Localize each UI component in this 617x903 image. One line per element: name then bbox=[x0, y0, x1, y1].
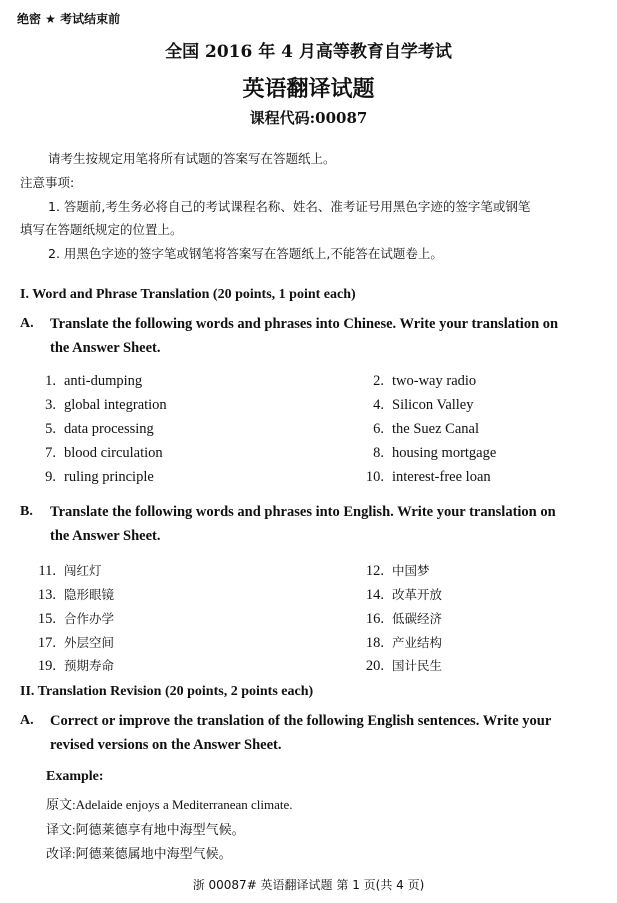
list-item: 8. housing mortgage bbox=[373, 445, 497, 461]
list-item: 13. 隐形眼镜 bbox=[37, 587, 115, 603]
list-item: 20. 国计民生 bbox=[365, 658, 443, 674]
list-item: 16. 低碳经济 bbox=[365, 611, 443, 627]
part-2a-marker: A. bbox=[20, 713, 34, 728]
list-item: 17. 外层空间 bbox=[37, 635, 115, 651]
part-2a-instruction: Correct or improve the translation of the following English sentences. Write your revised versions on the Answer Sheet. bbox=[50, 713, 552, 753]
example-translation: 译文:阿德莱德享有地中海型气候。 bbox=[46, 822, 245, 837]
list-item: 2. two-way radio bbox=[373, 373, 477, 389]
example-original: 原文:Adelaide enjoys a Mediterranean climate. bbox=[46, 797, 293, 812]
list-item: 3. global integration bbox=[45, 397, 167, 413]
list-item: 7. blood circulation bbox=[45, 445, 163, 461]
part-b-instruction: Translate the following words and phrases into English. Write your translation on the Answer Sheet. bbox=[50, 504, 556, 544]
list-item: 9. ruling principle bbox=[45, 469, 154, 485]
subject-title: 英语翻译试题 bbox=[242, 77, 375, 102]
list-item: 12. 中国梦 bbox=[365, 563, 430, 579]
section-1-title: I. Word and Phrase Translation (20 points, 1 point each) bbox=[20, 287, 356, 302]
notes-intro: 请考生按规定用笔将所有试题的答案写在答题纸上。 bbox=[48, 151, 336, 166]
part-a-instruction: Translate the following words and phrases into Chinese. Write your translation on the Answer Sheet. bbox=[50, 316, 559, 356]
page-footer: 浙 00087# 英语翻译试题 第 1 页(共 4 页) bbox=[192, 878, 425, 892]
part-a-marker: A. bbox=[20, 316, 34, 331]
list-item: 6. the Suez Canal bbox=[373, 421, 479, 437]
list-item: 4. Silicon Valley bbox=[373, 397, 474, 413]
list-item: 5. data processing bbox=[45, 421, 154, 437]
example-revision: 改译:阿德莱德属地中海型气候。 bbox=[46, 846, 232, 861]
example-label: Example: bbox=[46, 769, 104, 784]
list-item: 11. 闯红灯 bbox=[38, 563, 102, 579]
exam-title: 全国 2016 年 4 月高等教育自学考试 bbox=[165, 42, 452, 62]
list-item: 1. anti-dumping bbox=[45, 373, 143, 389]
part-b-marker: B. bbox=[20, 504, 33, 519]
list-item: 10. interest-free loan bbox=[365, 469, 491, 485]
list-item: 14. 改革开放 bbox=[365, 587, 443, 603]
course-code: 课程代码:00087 bbox=[249, 109, 368, 127]
notes-item-1-cont: 填写在答题纸规定的位置上。 bbox=[20, 222, 183, 237]
list-item: 19. 预期寿命 bbox=[37, 658, 115, 674]
list-item: 18. 产业结构 bbox=[365, 635, 443, 651]
notes-item-2: 2. 用黑色字迹的签字笔或钢笔将答案写在答题纸上,不能答在试题卷上。 bbox=[48, 246, 443, 261]
list-item: 15. 合作办学 bbox=[37, 611, 115, 627]
notes-heading: 注意事项: bbox=[20, 175, 75, 190]
confidential-label: 绝密 ★ 考试结束前 bbox=[17, 12, 121, 26]
section-2-title: II. Translation Revision (20 points, 2 points each) bbox=[20, 684, 314, 699]
notes-item-1: 1. 答题前,考生务必将自己的考试课程名称、姓名、准考证号用黑色字迹的签字笔或钢笔 bbox=[48, 199, 531, 214]
